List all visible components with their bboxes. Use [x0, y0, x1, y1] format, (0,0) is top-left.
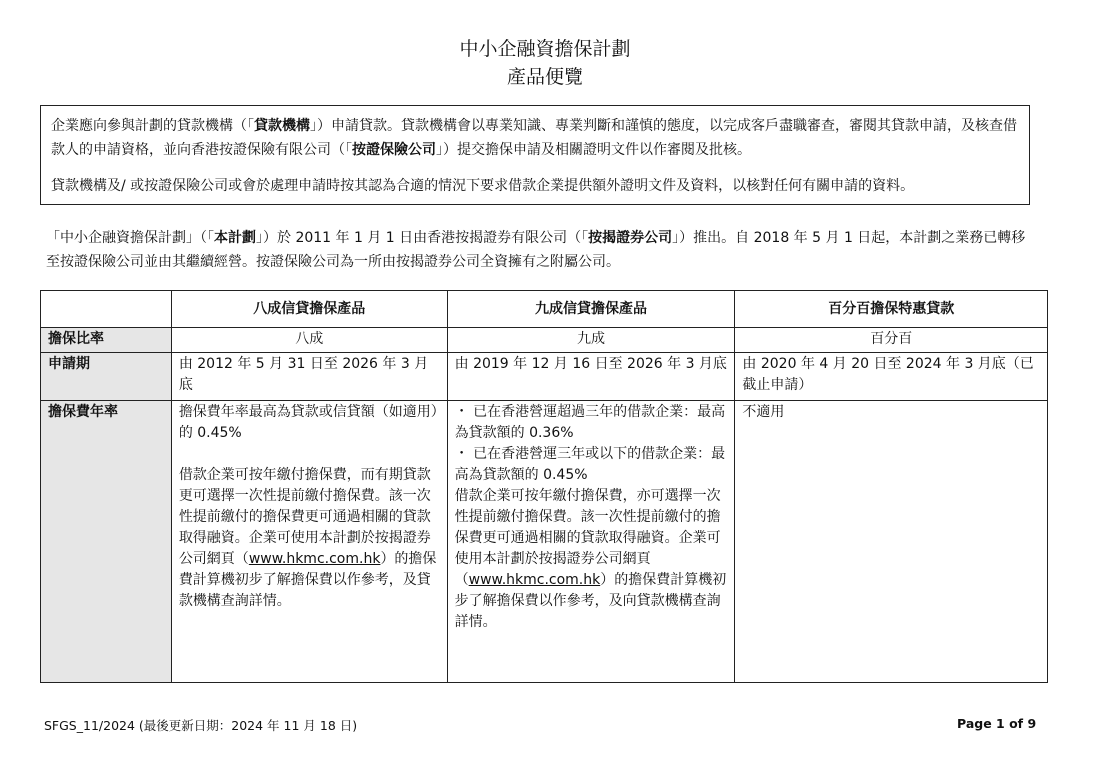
row-label: 擔保費年率: [41, 401, 172, 683]
header-cell: [41, 291, 172, 328]
notice-paragraph-1: [51, 114, 1019, 162]
header-cell: 九成信貸擔保產品: [447, 291, 735, 328]
document-subtitle: 產品便覽: [506, 66, 583, 88]
footer-version: SFGS_11/2024 (最後更新日期：2024 年 11 月 18 日): [44, 718, 358, 733]
row-label: 擔保比率: [41, 328, 172, 353]
bold-term: 本計劃: [214, 230, 256, 246]
bold-term: 按揭證券公司: [588, 230, 673, 246]
table-cell: 不適用: [735, 401, 1048, 683]
table-cell: [447, 401, 735, 683]
table-header-row: [41, 291, 1048, 328]
bold-term: 按證保險公司: [352, 142, 436, 158]
text: 」）提交擔保申請及相關證明文件以作審閱及批核。: [436, 142, 751, 158]
text: ）的擔保費計算機初步了解擔保費以作參考，及貸款機構查詢詳情。: [178, 551, 437, 609]
notice-box: [40, 105, 1030, 205]
text: 借款企業可按年繳付擔保費，而有期貸款更可選擇一次性提前繳付擔保費。該一次性提前繳付的擔保費更可通過相關的貸款取得融資。企業可使用本計劃於按揭證券公司網頁（: [178, 467, 431, 567]
bullet-item: ・ 已在香港營運三年或以下的借款企業：最高為貸款額的 0.45%: [454, 446, 726, 483]
intro-paragraph: [46, 226, 1036, 274]
table-row: [41, 401, 1048, 683]
text: 」）推出。自 2018 年 5 月 1 日起，本計劃之業務已轉移至按證保險公司並由其繼續經營。按證保險公司為一所由按揭證券公司全資擁有之附屬公司。: [46, 230, 1026, 270]
text: ）的擔保費計算機初步了解擔保費以作參考，及向貸款機構查詢詳情。: [454, 572, 727, 630]
hkmc-link[interactable]: www.hkmc.com.hk: [248, 551, 381, 567]
table-row: [41, 328, 1048, 353]
bold-term: 貸款機構: [254, 118, 310, 134]
document-title: 中小企融資擔保計劃: [459, 38, 631, 60]
text: 」）申請貸款。貸款機構會以專業知識、專業判斷和謹慎的態度，以完成客戶盡職審查，審閱其貸款申請，及核查借款人的申請資格，並向香港按證保險有限公司（「: [51, 118, 1017, 158]
table-cell: [171, 401, 447, 683]
table-row: [41, 353, 1048, 401]
row-label: 申請期: [41, 353, 172, 401]
product-table: [40, 290, 1048, 683]
header-cell: 八成信貸擔保產品: [171, 291, 447, 328]
fee-text: 擔保費年率最高為貸款或信貸額（如適用）的 0.45%: [178, 404, 438, 441]
text: 借款企業可按年繳付擔保費，亦可選擇一次性提前繳付擔保費。該一次性提前繳付的擔保費更可通過相關的貸款取得融資。企業可使用本計劃於按揭證券公司網頁（: [454, 488, 721, 588]
table-cell: 由 2019 年 12 月 16 日至 2026 年 3 月底: [447, 353, 735, 401]
header-cell: 百分百擔保特惠貸款: [735, 291, 1048, 328]
page-number: Page 1 of 9: [957, 716, 1037, 731]
notice-paragraph-2: 貸款機構及/ 或按證保險公司或會於處理申請時按其認為合適的情況下要求借款企業提供額外證明文件及資料，以核對任何有關申請的資料。: [51, 178, 915, 194]
fee-text: [179, 465, 440, 612]
table-cell: 八成: [171, 328, 447, 353]
hkmc-link[interactable]: www.hkmc.com.hk: [468, 572, 601, 588]
text: 「中小企融資擔保計劃」（「: [46, 230, 214, 246]
bullet-item: ・ 已在香港營運超過三年的借款企業：最高為貸款額的 0.36%: [454, 404, 726, 441]
text: 企業應向參與計劃的貸款機構（「: [51, 118, 254, 134]
table-cell: 百分百: [735, 328, 1048, 353]
fee-text: [455, 486, 728, 633]
text: 」）於 2011 年 1 月 1 日由香港按揭證券有限公司（「: [256, 230, 589, 246]
table-cell: 由 2020 年 4 月 20 日至 2024 年 3 月底（已截止申請）: [735, 353, 1048, 401]
table-cell: 九成: [447, 328, 735, 353]
table-cell: 由 2012 年 5 月 31 日至 2026 年 3 月底: [171, 353, 447, 401]
